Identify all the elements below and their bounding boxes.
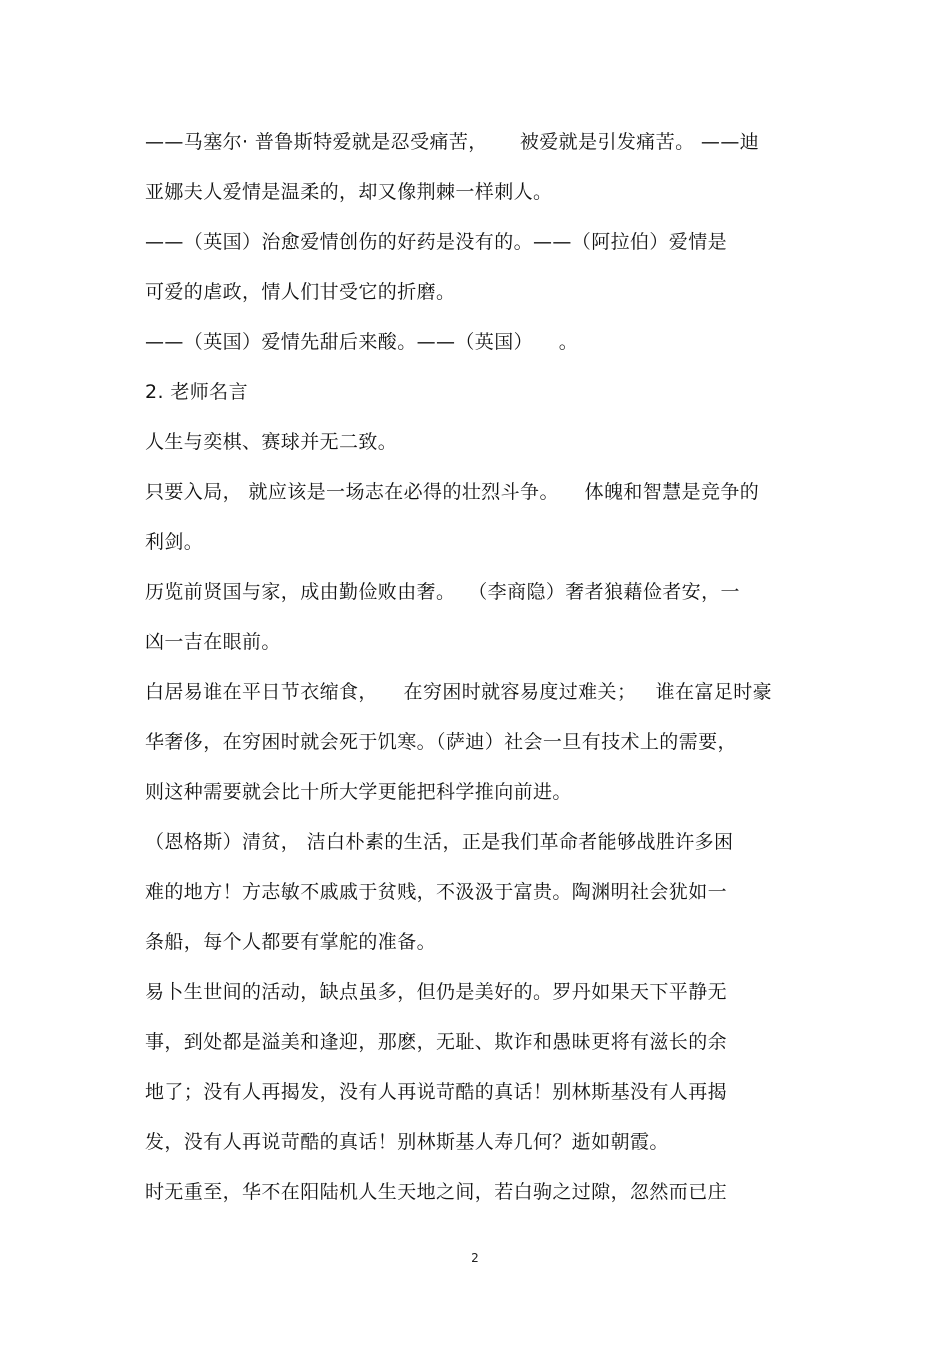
text-line: 亚娜夫人爱情是温柔的，却又像荆棘一样刺人。 [145,181,553,203]
text-line: 可爱的虐政，情人们甘受它的折磨。 [145,281,456,303]
text-line: 人生与奕棋、赛球并无二致。 [145,431,398,453]
text-line: 凶一吉在眼前。 [145,631,281,653]
text-line: 白居易谁在平日节衣缩食， 在穷困时就容易度过难关； 谁在富足时豪 [145,681,773,703]
text-line: ——（英国）治愈爱情创伤的好药是没有的。——（阿拉伯）爱情是 [145,231,728,253]
text-line: 事，到处都是溢美和逢迎，那麽，无耻、欺诈和愚昧更将有滋长的余 [145,1031,728,1053]
text-line: （恩格斯）清贫， 洁白朴素的生活，正是我们革命者能够战胜许多困 [145,831,734,853]
text-line: 条船，每个人都要有掌舵的准备。 [145,931,437,953]
text-line: 华奢侈，在穷困时就会死于饥寒。（萨迪）社会一旦有技术上的需要， [145,731,737,753]
text-line: 易卜生世间的活动，缺点虽多，但仍是美好的。罗丹如果天下平静无 [145,981,728,1003]
text-line: 则这种需要就会比十所大学更能把科学推向前进。 [145,781,572,803]
text-line: 发，没有人再说苛酷的真话！别林斯基人寿几何？逝如朝霞。 [145,1131,669,1153]
text-line: 时无重至，华不在阳陆机人生天地之间，若白驹之过隙，忽然而已庄 [145,1181,728,1203]
text-line: 只要入局， 就应该是一场志在必得的壮烈斗争。 体魄和智慧是竞争的 [145,481,760,503]
section-heading: 2. 老师名言 [145,381,248,403]
text-line: ——马塞尔· 普鲁斯特爱就是忍受痛苦， 被爱就是引发痛苦。 ——迪 [145,131,760,153]
text-line: 历览前贤国与家，成由勤俭败由奢。 （李商隐）奢者狼藉俭者安，一 [145,581,740,603]
text-line: 难的地方！方志敏不戚戚于贫贱，不汲汲于富贵。陶渊明社会犹如一 [145,881,728,903]
text-line: 地了；没有人再揭发，没有人再说苛酷的真话！别林斯基没有人再揭 [145,1081,728,1103]
text-line: ——（英国）爱情先甜后来酸。——（英国） 。 [145,331,579,353]
page-number: 2 [471,1251,479,1265]
text-line: 利剑。 [145,531,204,553]
